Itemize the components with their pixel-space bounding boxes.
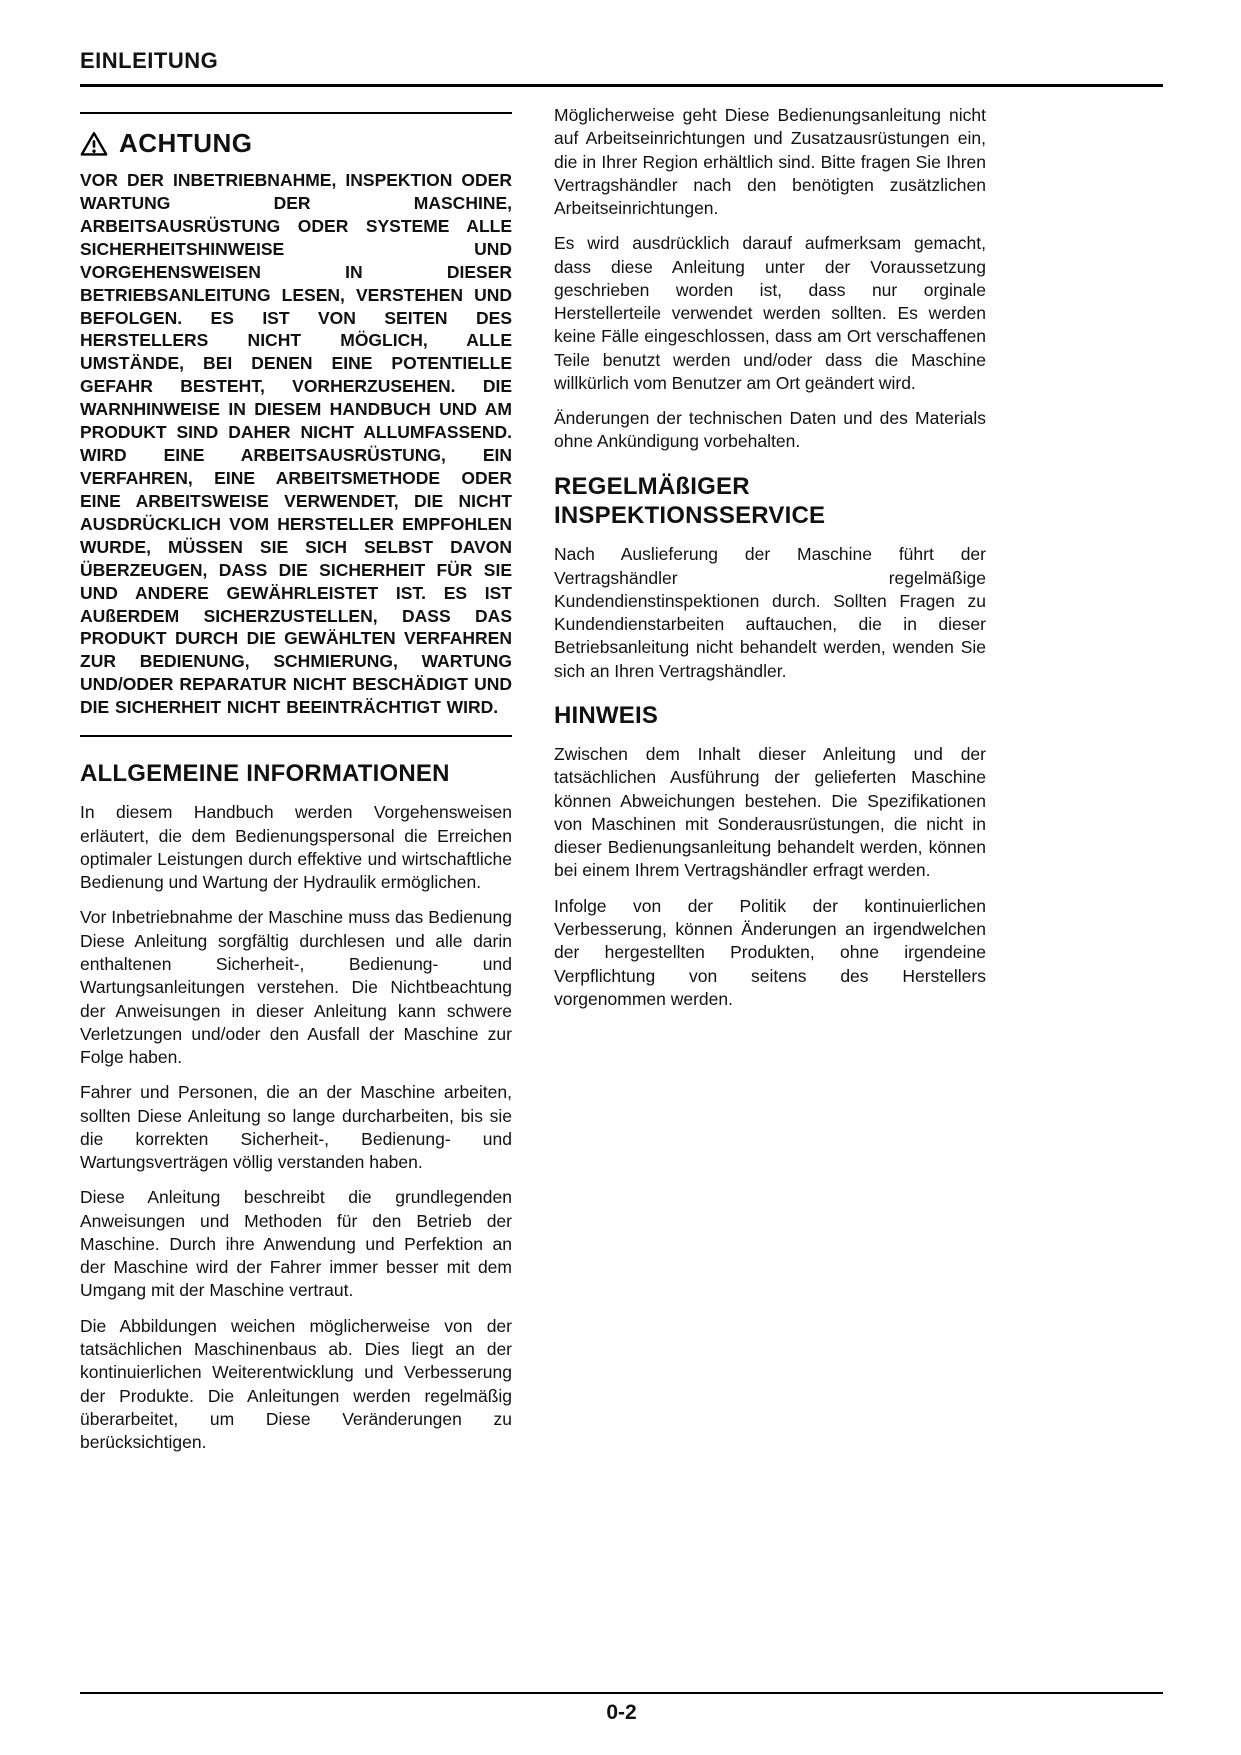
paragraph: Es wird ausdrücklich darauf aufmerksam gemacht, dass diese Anleitung unter der Voraussetzung geschrieben worden ist, dass nur orginale Herstellerteile verwendet werden sollten. Es werden keine Fälle eingeschlossen, dass am Ort verschaffenen Teile benutzt werden und/oder dass die Maschine willkürlich vom Benutzer am Ort geändert wird. [554, 233, 986, 393]
warning-triangle-icon [80, 131, 108, 157]
right-column [554, 104, 986, 1023]
paragraph: Diese Anleitung beschreibt die grundlegenden Anweisungen und Methoden für den Betrieb der Maschine. Durch ihre Anwendung und Perfektion an der Maschine wird der Fahrer immer besser mit dem Umgang mit der Maschine vertraut. [80, 1187, 512, 1301]
paragraph: Möglicherweise geht Diese Bedienungsanleitung nicht auf Arbeitseinrichtungen und Zusatzausrüstungen ein, die in Ihrer Region erhältlich sind. Bitte fragen Sie Ihren Vertragshändler nach den benötigten zusätzlichen Arbeitseinrichtungen. [554, 105, 986, 219]
section-heading-inspektionsservice: REGELMÄßIGER INSPEKTIONSSERVICE [554, 472, 826, 529]
warning-body-text: VOR DER INBETRIEBNAHME, INSPEKTION ODER WARTUNG DER MASCHINE, ARBEITSAUSRÜSTUNG ODER SYSTEME ALLE SICHERHEITSHINWEISE UND VORGEHENSWEISEN IN DIESER BETRIEBSANLEITUNG LESEN, VERSTEHEN UND BEFOLGEN. ES IST VON SEITEN DES HERSTELLERS NICHT MÖGLICH, ALLE UMSTÄNDE, BEI DENEN EINE POTENTIELLE GEFAHR BESTEHT, VORHERZUSEHEN. DIE WARNHINWEISE IN DIESEM HANDBUCH UND AM PRODUKT SIND DAHER NICHT ALLUMFASSEND. WIRD EINE ARBEITSAUSRÜSTUNG, EIN VERFAHREN, EINE ARBEITSMETHODE ODER EINE ARBEITSWEISE VERWENDET, DIE NICHT AUSDRÜCKLICH VOM HERSTELLER EMPFOHLEN WURDE, MÜSSEN SIE SICH SELBST DAVON ÜBERZEUGEN, DASS DIE SICHERHEIT FÜR SIE UND ANDERE GEWÄHRLEISTET IST. ES IST AUßERDEM SICHERZUSTELLEN, DASS DAS PRODUKT DURCH DIE GEWÄHLTEN VERFAHREN ZUR BEDIENUNG, SCHMIERUNG, WARTUNG UND/ODER REPARATUR NICHT BESCHÄDIGT UND DIE SICHERHEIT NICHT BEEINTRÄCHTIGT WIRD. [80, 170, 512, 718]
paragraph: Änderungen der technischen Daten und des Materials ohne Ankündigung vorbehalten. [554, 408, 986, 452]
section-heading-allgemeine-informationen: ALLGEMEINE INFORMATIONEN [80, 760, 450, 788]
paragraph: Zwischen dem Inhalt dieser Anleitung und der tatsächlichen Ausführung der gelieferten Maschine können Abweichungen bestehen. Die Spezifikationen von Maschinen mit Sonderausrüstungen, die nicht in dieser Bedienungsanleitung behandelt werden, können bei einem Ihrem Vertragshändler erfragt werden. [554, 744, 986, 881]
footer-rule [80, 1692, 1163, 1694]
paragraph: Vor Inbetriebnahme der Maschine muss das Bedienung Diese Anleitung sorgfältig durchlesen und alle darin enthaltenen Sicherheit-, Bedienung- und Wartungsanleitungen verstehen. Die Nichtbeachtung der Anweisungen in dieser Anleitung kann schwere Verletzungen und/oder den Ausfall der Maschine zur Folge haben. [80, 907, 512, 1068]
header-rule [80, 84, 1163, 87]
paragraph: Fahrer und Personen, die an der Maschine arbeiten, sollten Diese Anleitung so lange durcharbeiten, bis sie die korrekten Sicherheit-, Bedienung- und Wartungsverträgen völlig verstanden haben. [80, 1082, 512, 1173]
page-number: 0-2 [606, 1701, 637, 1724]
section-heading-hinweis: HINWEIS [554, 701, 659, 729]
warning-title-row [80, 128, 512, 159]
paragraph: Die Abbildungen weichen möglicherweise von der tatsächlichen Maschinenbaus ab. Dies liegt an der kontinuierlichen Weiterentwicklung und Verbesserung der Produkte. Die Anleitungen werden regelmäßig überarbeitet, um Diese Veränderungen zu berücksichtigen. [80, 1315, 512, 1453]
page-header-title: EINLEITUNG [80, 48, 219, 73]
paragraph: Infolge von der Politik der kontinuierlichen Verbesserung, können Änderungen an irgendwelchen der hergestellten Produkten, ohne irgendeine Verpflichtung von seitens des Herstellers vorgenommen werden. [554, 895, 986, 1009]
warning-box [80, 112, 512, 737]
paragraph: Nach Auslieferung der Maschine führt der Vertragshändler regelmäßige Kundendienstinspektionen durch. Sollten Fragen zu Kundendienstarbeiten auftauchen, die in dieser Betriebsanleitung nicht behandelt werden, wenden Sie sich an Ihren Vertragshändler. [554, 544, 986, 681]
paragraph: In diesem Handbuch werden Vorgehensweisen erläutert, die dem Bedienungspersonal die Erreichen optimaler Leistungen durch effektive und wirtschaftliche Bedienung und Wartung der Hydraulik ermöglichen. [80, 802, 512, 893]
warning-title: ACHTUNG [119, 128, 253, 158]
left-column [80, 112, 512, 1466]
